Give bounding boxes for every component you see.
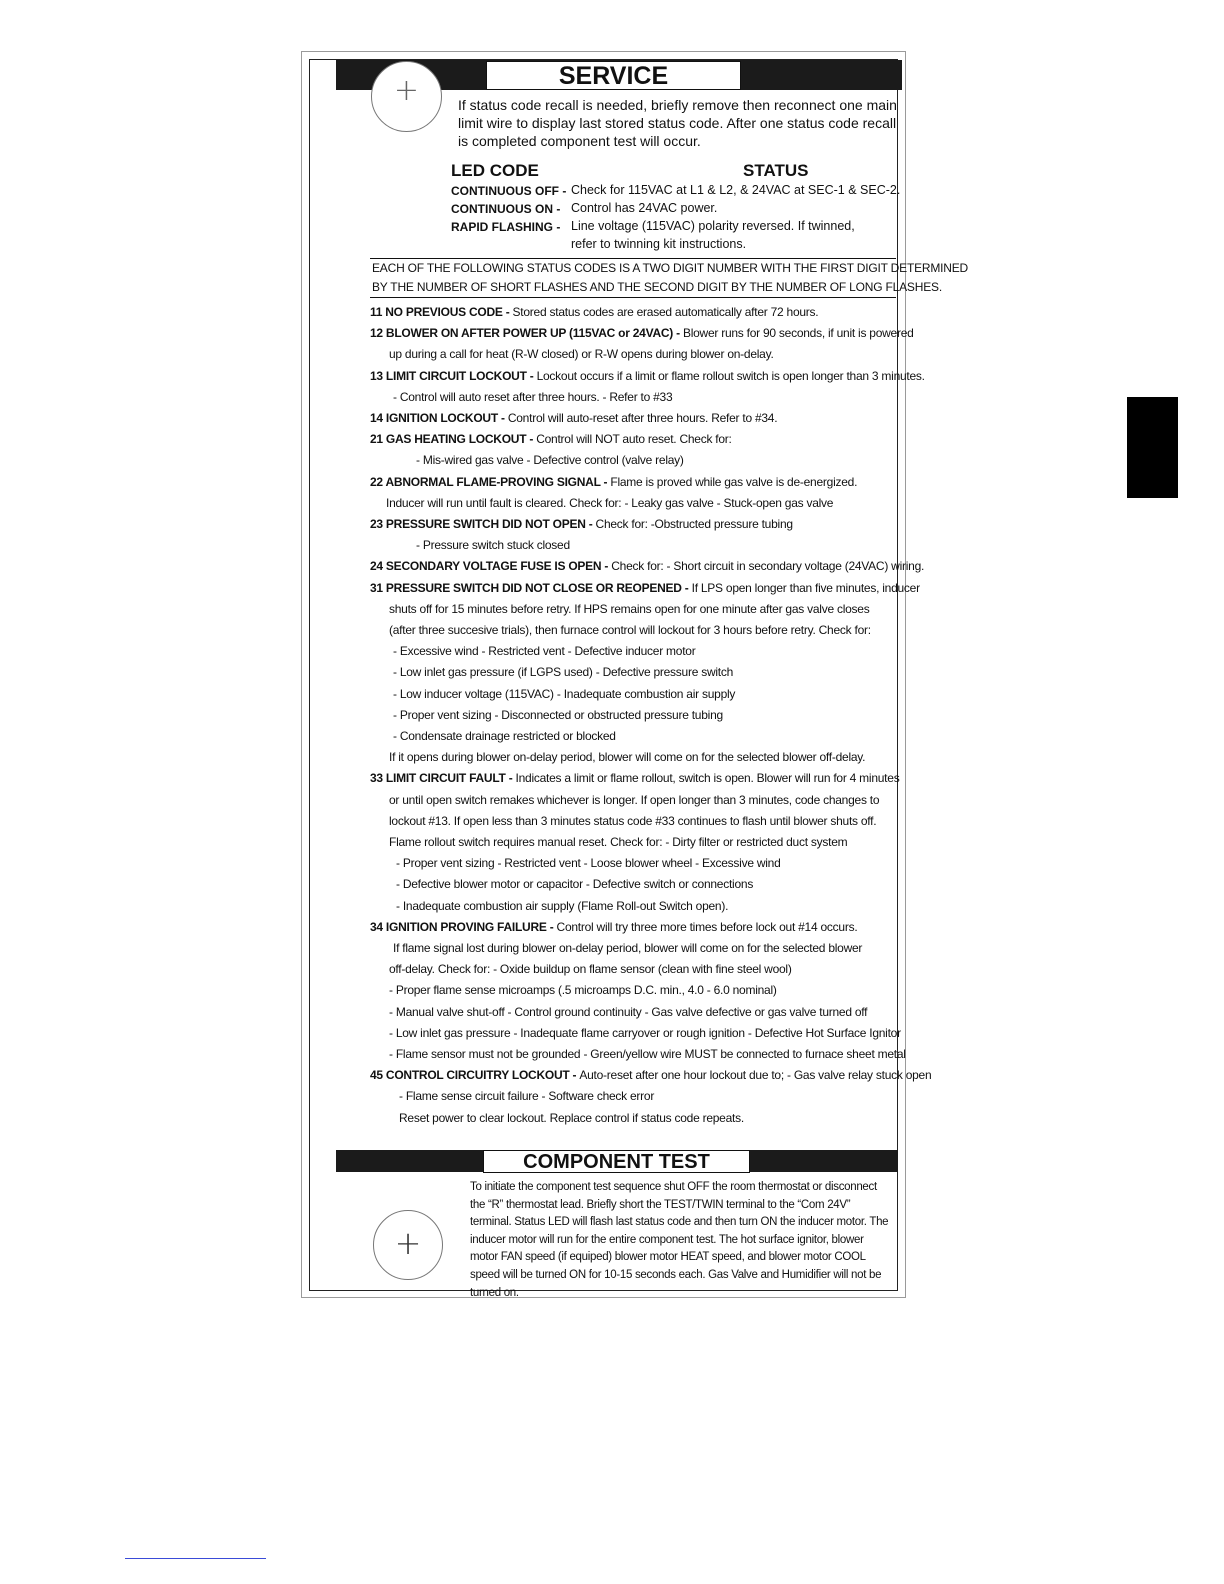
- status-code-entry: [370, 411, 777, 425]
- status-code-text: up during a call for heat (R-W closed) or R-W opens during blower on-delay.: [389, 347, 774, 362]
- status-code-text: Reset power to clear lockout. Replace control if status code repeats.: [399, 1110, 744, 1125]
- status-code-text: Lockout occurs if a limit or flame rollout switch is open longer than 3 minutes.: [536, 368, 925, 383]
- status-code-detail-line: [416, 538, 570, 552]
- bottom-rule: [370, 297, 896, 298]
- status-code-text: - Excessive wind - Restricted vent - Defective inducer motor: [393, 644, 696, 659]
- status-code-text: lockout #13. If open less than 3 minutes status code #33 continues to flash until blower shuts off.: [389, 813, 877, 828]
- status-code-text: Control will NOT auto reset. Check for:: [536, 432, 732, 447]
- status-code-heading: 14 IGNITION LOCKOUT -: [370, 411, 508, 425]
- status-code-heading: 12 BLOWER ON AFTER POWER UP (115VAC or 24VAC) -: [370, 326, 683, 341]
- led-code-rapid-flashing: RAPID FLASHING -: [451, 220, 561, 234]
- status-code-detail-line: [393, 390, 672, 404]
- status-code-heading: 22 ABNORMAL FLAME-PROVING SIGNAL -: [370, 474, 611, 489]
- status-code-entry: [370, 432, 732, 446]
- led-code-continuous-on: CONTINUOUS ON -: [451, 202, 561, 216]
- status-code-detail-line: [389, 962, 792, 976]
- status-code-entry: [370, 517, 793, 531]
- section-thumb-tab: [1127, 397, 1178, 498]
- led-status-rapid-flashing: Line voltage (115VAC) polarity reversed. If twinned,: [571, 219, 855, 233]
- status-code-text: shuts off for 15 minutes before retry. If HPS remains open for one minute after gas valve closes: [389, 601, 870, 616]
- status-code-entry: [370, 326, 914, 340]
- led-window-circle: [371, 61, 442, 132]
- status-code-heading: 21 GAS HEATING LOCKOUT -: [370, 432, 537, 447]
- plus-icon: +: [394, 1224, 422, 1262]
- status-code-text: Flame rollout switch requires manual reset. Check for: - Dirty filter or restricted duct system: [389, 835, 848, 849]
- test-terminal-circle: [373, 1210, 443, 1280]
- status-code-text: - Pressure switch stuck closed: [416, 538, 570, 553]
- status-header: STATUS: [743, 161, 809, 180]
- status-code-text: Check for: -Obstructed pressure tubing: [595, 517, 793, 531]
- service-title: SERVICE: [486, 61, 741, 90]
- status-code-heading: 45 CONTROL CIRCUITRY LOCKOUT -: [370, 1068, 580, 1083]
- status-code-text: Flame is proved while gas valve is de-energized.: [610, 474, 858, 489]
- led-code-continuous-off: CONTINUOUS OFF -: [451, 184, 567, 198]
- status-code-text: Check for: - Short circuit in secondary voltage (24VAC) wiring.: [611, 559, 925, 574]
- status-code-text: - Inadequate combustion air supply (Flame Roll-out Switch open).: [396, 898, 729, 913]
- status-code-heading: 24 SECONDARY VOLTAGE FUSE IS OPEN -: [370, 559, 612, 574]
- status-code-text: - Manual valve shut-off - Control ground continuity - Gas valve defective or gas valve turned off: [389, 1004, 868, 1019]
- led-status-rapid-flashing-cont: refer to twinning kit instructions.: [571, 237, 747, 251]
- status-code-text: (after three succesive trials), then furnace control will lockout for 3 hours before retry. Check for:: [389, 623, 871, 637]
- status-code-detail-line: [389, 983, 777, 997]
- status-code-entry: [370, 581, 920, 595]
- status-code-text: - Proper flame sense microamps (.5 microamps D.C. min., 4.0 - 6.0 nominal): [389, 983, 777, 998]
- status-code-detail-line: [393, 665, 733, 679]
- status-code-detail-line: [393, 644, 695, 658]
- status-code-detail-line: [389, 347, 774, 361]
- status-code-detail-line: [389, 1005, 867, 1019]
- status-code-text: - Proper vent sizing - Disconnected or obstructed pressure tubing: [393, 707, 723, 722]
- status-code-text: Blower runs for 90 seconds, if unit is powered: [682, 326, 914, 341]
- plus-icon: +: [393, 73, 420, 108]
- status-code-detail-line: [396, 899, 728, 913]
- status-code-text: - Low inlet gas pressure (if LGPS used) - Defective pressure switch: [393, 665, 734, 680]
- status-code-text: Indicates a limit or flame rollout, switch is open. Blower will run for 4 minutes: [515, 771, 900, 786]
- status-code-heading: 23 PRESSURE SWITCH DID NOT OPEN -: [370, 517, 596, 531]
- status-code-text: - Flame sense circuit failure - Software check error: [399, 1089, 655, 1104]
- status-code-text: - Proper vent sizing - Restricted vent - Loose blower wheel - Excessive wind: [396, 856, 781, 871]
- status-code-entry: [370, 920, 857, 934]
- status-code-detail-line: [389, 623, 871, 637]
- status-code-entry: [370, 1068, 931, 1082]
- status-code-detail-line: [396, 856, 781, 870]
- status-code-detail-line: [393, 708, 723, 722]
- status-code-heading: 34 IGNITION PROVING FAILURE -: [370, 919, 557, 934]
- status-code-detail-line: [399, 1111, 744, 1125]
- status-code-entry: [370, 771, 899, 785]
- status-code-heading: 11 NO PREVIOUS CODE -: [370, 305, 513, 319]
- status-code-text: Control will auto-reset after three hours. Refer to #34.: [507, 411, 778, 425]
- status-code-text: - Control will auto reset after three hours. - Refer to #33: [393, 389, 673, 404]
- status-code-entry: [370, 559, 924, 573]
- status-code-detail-line: [389, 793, 879, 807]
- led-code-header: LED CODE: [451, 161, 539, 180]
- status-code-text: Inducer will run until fault is cleared. Check for: - Leaky gas valve - Stuck-open gas valve: [386, 495, 834, 510]
- status-code-text: Control will try three more times before lock out #14 occurs.: [556, 919, 858, 934]
- status-code-entry: [370, 305, 818, 319]
- status-code-text: - Low inlet gas pressure - Inadequate flame carryover or rough ignition - Defective Hot Surface Ignitor: [389, 1025, 901, 1040]
- status-code-detail-line: [389, 1026, 901, 1040]
- status-code-heading: 13 LIMIT CIRCUIT LOCKOUT -: [370, 368, 537, 383]
- status-code-detail-line: [389, 602, 869, 616]
- status-code-text: - Flame sensor must not be grounded - Green/yellow wire MUST be connected to furnace sheet metal: [389, 1047, 906, 1061]
- status-code-detail-line: [399, 1089, 654, 1103]
- footer-link-underline: [125, 1558, 266, 1559]
- status-code-detail-line: [416, 453, 684, 467]
- led-status-continuous-off: Check for 115VAC at L1 & L2, & 24VAC at SEC-1 & SEC-2.: [571, 183, 901, 197]
- component-test-text: To initiate the component test sequence shut OFF the room thermostat or disconnect the “R” thermostat lead. Briefly short the TEST/TWIN terminal to the “Com 24V” terminal. Status LED will flash last status code and then turn ON the inducer motor. The inducer motor will run for the entire component test. The hot surface ignitor, blower motor FAN speed (if equiped) blower motor HEAT speed, and blower motor COOL speed will be turned ON for 10-15 seconds each. Gas Valve and Humidifier will not be turned on.: [470, 1181, 889, 1299]
- status-code-detail-line: [393, 729, 616, 743]
- service-intro: If status code recall is needed, briefly remove then reconnect one main limit wire to display last stored status code. After one status code recall is completed component test will occur.: [458, 97, 897, 149]
- component-test-title: COMPONENT TEST: [483, 1150, 750, 1173]
- status-code-detail-line: [389, 750, 865, 764]
- led-status-continuous-on: Control has 24VAC power.: [571, 201, 718, 215]
- status-code-heading: 31 PRESSURE SWITCH DID NOT CLOSE OR REOPENED -: [370, 580, 692, 595]
- status-code-text: - Condensate drainage restricted or blocked: [393, 729, 616, 743]
- status-code-detail-line: [389, 1047, 906, 1061]
- status-code-explanation-line-1: EACH OF THE FOLLOWING STATUS CODES IS A TWO DIGIT NUMBER WITH THE FIRST DIGIT DETERMINED: [372, 261, 969, 275]
- status-code-text: off-delay. Check for: - Oxide buildup on flame sensor (clean with fine steel wool): [389, 962, 792, 977]
- status-code-detail-line: [389, 814, 876, 828]
- status-code-detail-line: [389, 835, 847, 849]
- status-code-text: If LPS open longer than five minutes, inducer: [691, 580, 920, 595]
- status-code-entry: [370, 475, 857, 489]
- status-code-detail-line: [393, 687, 735, 701]
- status-code-heading: 33 LIMIT CIRCUIT FAULT -: [370, 771, 516, 786]
- status-code-text: If it opens during blower on-delay period, blower will come on for the selected blower off-delay.: [389, 750, 866, 765]
- status-code-detail-line: [386, 496, 833, 510]
- status-code-text: or until open switch remakes whichever is longer. If open longer than 3 minutes, code changes to: [389, 792, 880, 807]
- status-code-explanation-line-2: BY THE NUMBER OF SHORT FLASHES AND THE SECOND DIGIT BY THE NUMBER OF LONG FLASHES.: [372, 280, 942, 294]
- status-code-detail-line: [393, 941, 862, 955]
- status-code-text: - Mis-wired gas valve - Defective control (valve relay): [416, 453, 684, 468]
- status-code-detail-line: [396, 877, 753, 891]
- status-code-entry: [370, 369, 925, 383]
- status-code-text: If flame signal lost during blower on-delay period, blower will come on for the selected blower: [393, 941, 863, 955]
- status-code-text: - Defective blower motor or capacitor - Defective switch or connections: [396, 877, 754, 892]
- status-code-text: - Low inducer voltage (115VAC) - Inadequate combustion air supply: [393, 686, 736, 701]
- status-code-text: Stored status codes are erased automatically after 72 hours.: [512, 305, 819, 319]
- top-rule: [370, 258, 896, 259]
- status-code-text: Auto-reset after one hour lockout due to; - Gas valve relay stuck open: [579, 1068, 932, 1083]
